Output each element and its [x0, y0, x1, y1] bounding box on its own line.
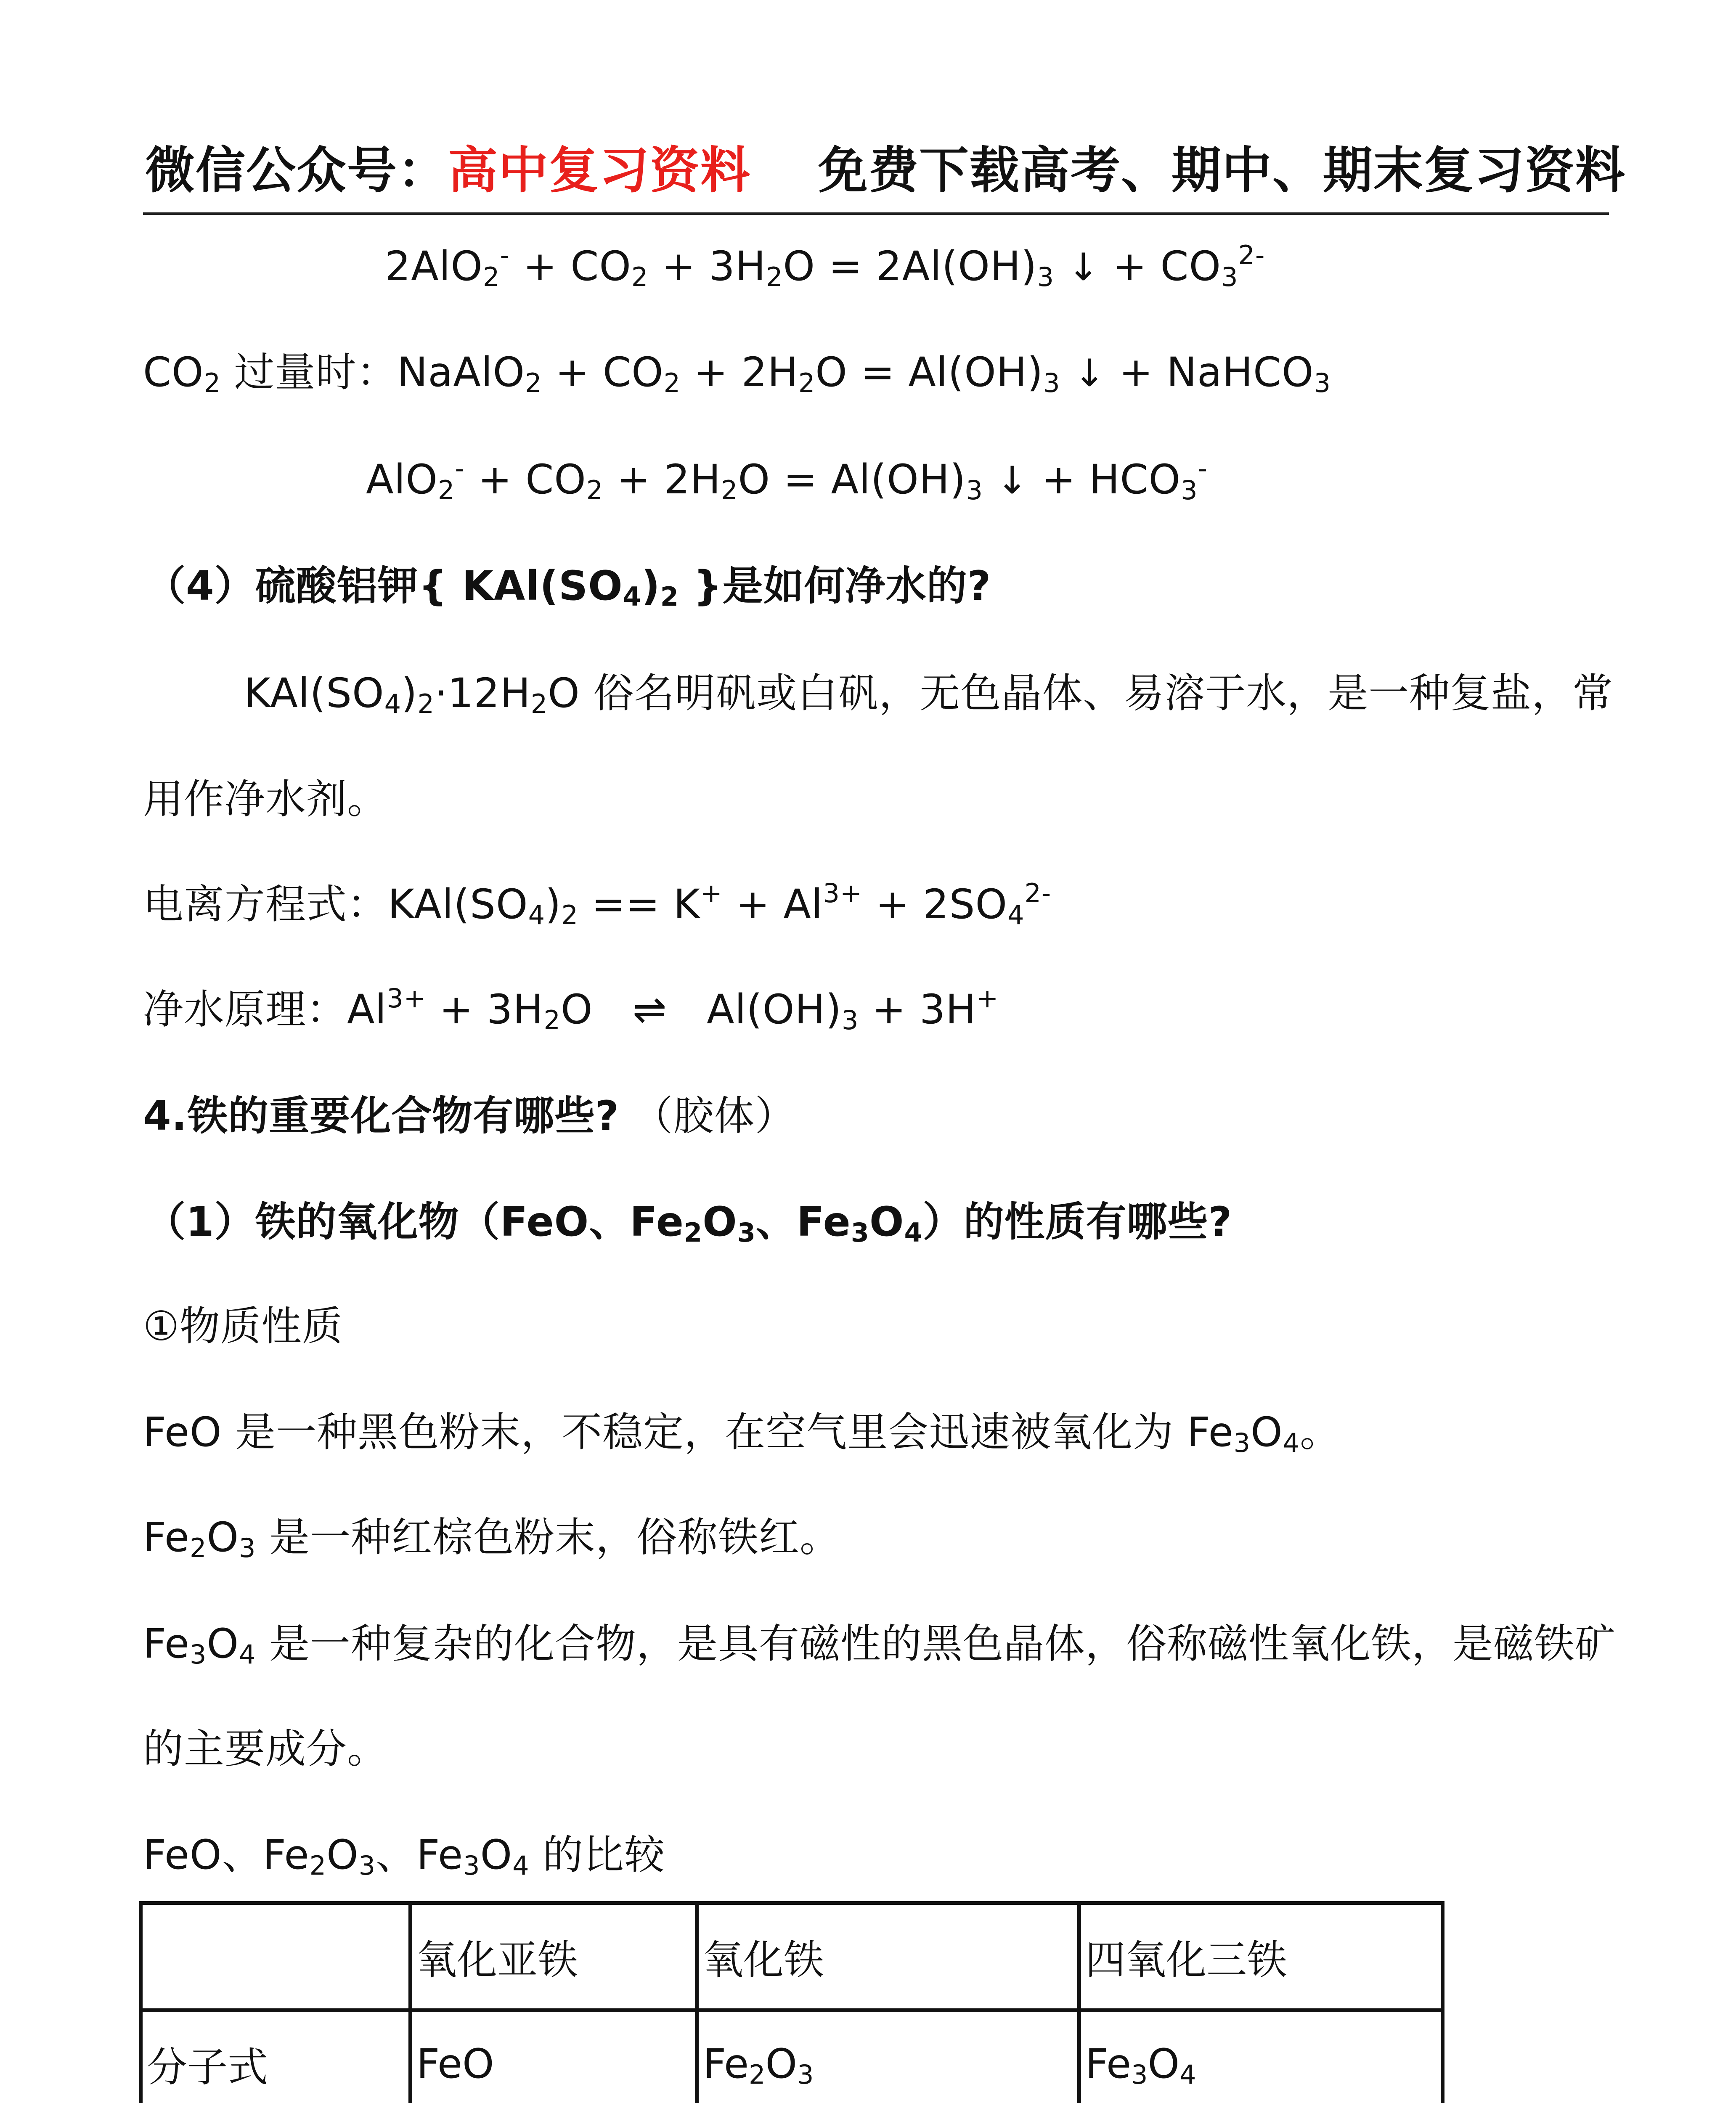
table-cell: [141, 1903, 411, 2010]
alum-description-line2: 用作净水剂。: [143, 776, 388, 823]
question-iron-oxides: （1）铁的氧化物（FeO、$Fe_2O_3$、$Fe_3O_4$）的性质有哪些?: [145, 1198, 1232, 1248]
table-row-label: 分子式: [141, 2010, 411, 2103]
table-header-cell: 四氧化三铁: [1079, 1903, 1443, 2010]
fe2o3-description: $Fe_2O_3$ 是一种红棕色粉末，俗称铁红。: [143, 1514, 841, 1563]
equation-aluminate-ionic-excess: $AlO_2^- + CO_2 + 2H_2O = Al(OH)_3$ ↓ + $HCO_3^-$: [366, 453, 1208, 506]
iron-oxide-comparison-table: [139, 1901, 1444, 2103]
table-cell: $Fe_2O_3$: [697, 2010, 1079, 2103]
table-cell: $Fe_3O_4$: [1079, 2010, 1443, 2103]
ionization-equation: 电离方程式：$KAl(SO_4)_2 == K^+ + Al^{3+} + 2SO_4^{2-}$: [143, 878, 1052, 930]
question-alum-purification: （4）硫酸铝钾{ $KAl(SO_4)_2$ }是如何净水的?: [145, 562, 991, 612]
purification-principle: 净水原理：$Al^{3+} + 3H_2O$ ⇌ $Al(OH)_3 + 3H^+$: [143, 983, 999, 1036]
comparison-caption: FeO、$Fe_2O_3$、$Fe_3O_4$ 的比较: [143, 1831, 665, 1881]
header-prefix: 微信公众号：: [145, 141, 448, 199]
precipitate-arrow-icon: ↓: [996, 458, 1028, 503]
section-iron-compounds: 4.铁的重要化合物有哪些? （胶体）: [143, 1092, 796, 1139]
table-header-cell: 氧化亚铁: [411, 1903, 697, 2010]
equation-aluminate-co2-small: $2AlO_2^- + CO_2 + 3H_2O = 2Al(OH)_3$ ↓ + $CO_3^{2-}$: [385, 240, 1265, 292]
header-divider: [143, 212, 1609, 215]
header-slogan: 免费下载高考、期中、期末复习资料: [818, 141, 1626, 199]
precipitate-arrow-icon: ↓: [1073, 351, 1106, 395]
fe3o4-description-line2: 的主要成分。: [143, 1725, 388, 1772]
equilibrium-icon: ⇌: [633, 986, 667, 1033]
table-cell: FeO: [411, 2010, 697, 2103]
table-row: [141, 2010, 1443, 2103]
feo-description: FeO 是一种黑色粉末，不稳定，在空气里会迅速被氧化为 $Fe_3O_4$。: [143, 1409, 1341, 1458]
alum-description-line1: $KAl(SO_4)_2\cdot 12H_2O$ 俗名明矾或白矾，无色晶体、易溶于水，是一种复盐，常: [244, 670, 1614, 719]
fe3o4-description-line1: $Fe_3O_4$ 是一种复杂的化合物，是具有磁性的黑色晶体，俗称磁性氧化铁，是磁铁矿: [143, 1620, 1616, 1670]
table-header-cell: 氧化铁: [697, 1903, 1079, 2010]
page-header: [145, 139, 1702, 202]
physical-properties-heading: ①物质性质: [143, 1303, 343, 1350]
table-header-row: [141, 1903, 1443, 2010]
header-account-name: 高中复习资料: [448, 141, 751, 199]
precipitate-arrow-icon: ↓: [1067, 245, 1100, 289]
equation-co2-excess: $CO_2$ 过量时：NaAlO$_2$ + $CO_2 + 2H_2O = Al(OH)_3$ ↓ + NaHCO$_3$: [143, 349, 1331, 398]
